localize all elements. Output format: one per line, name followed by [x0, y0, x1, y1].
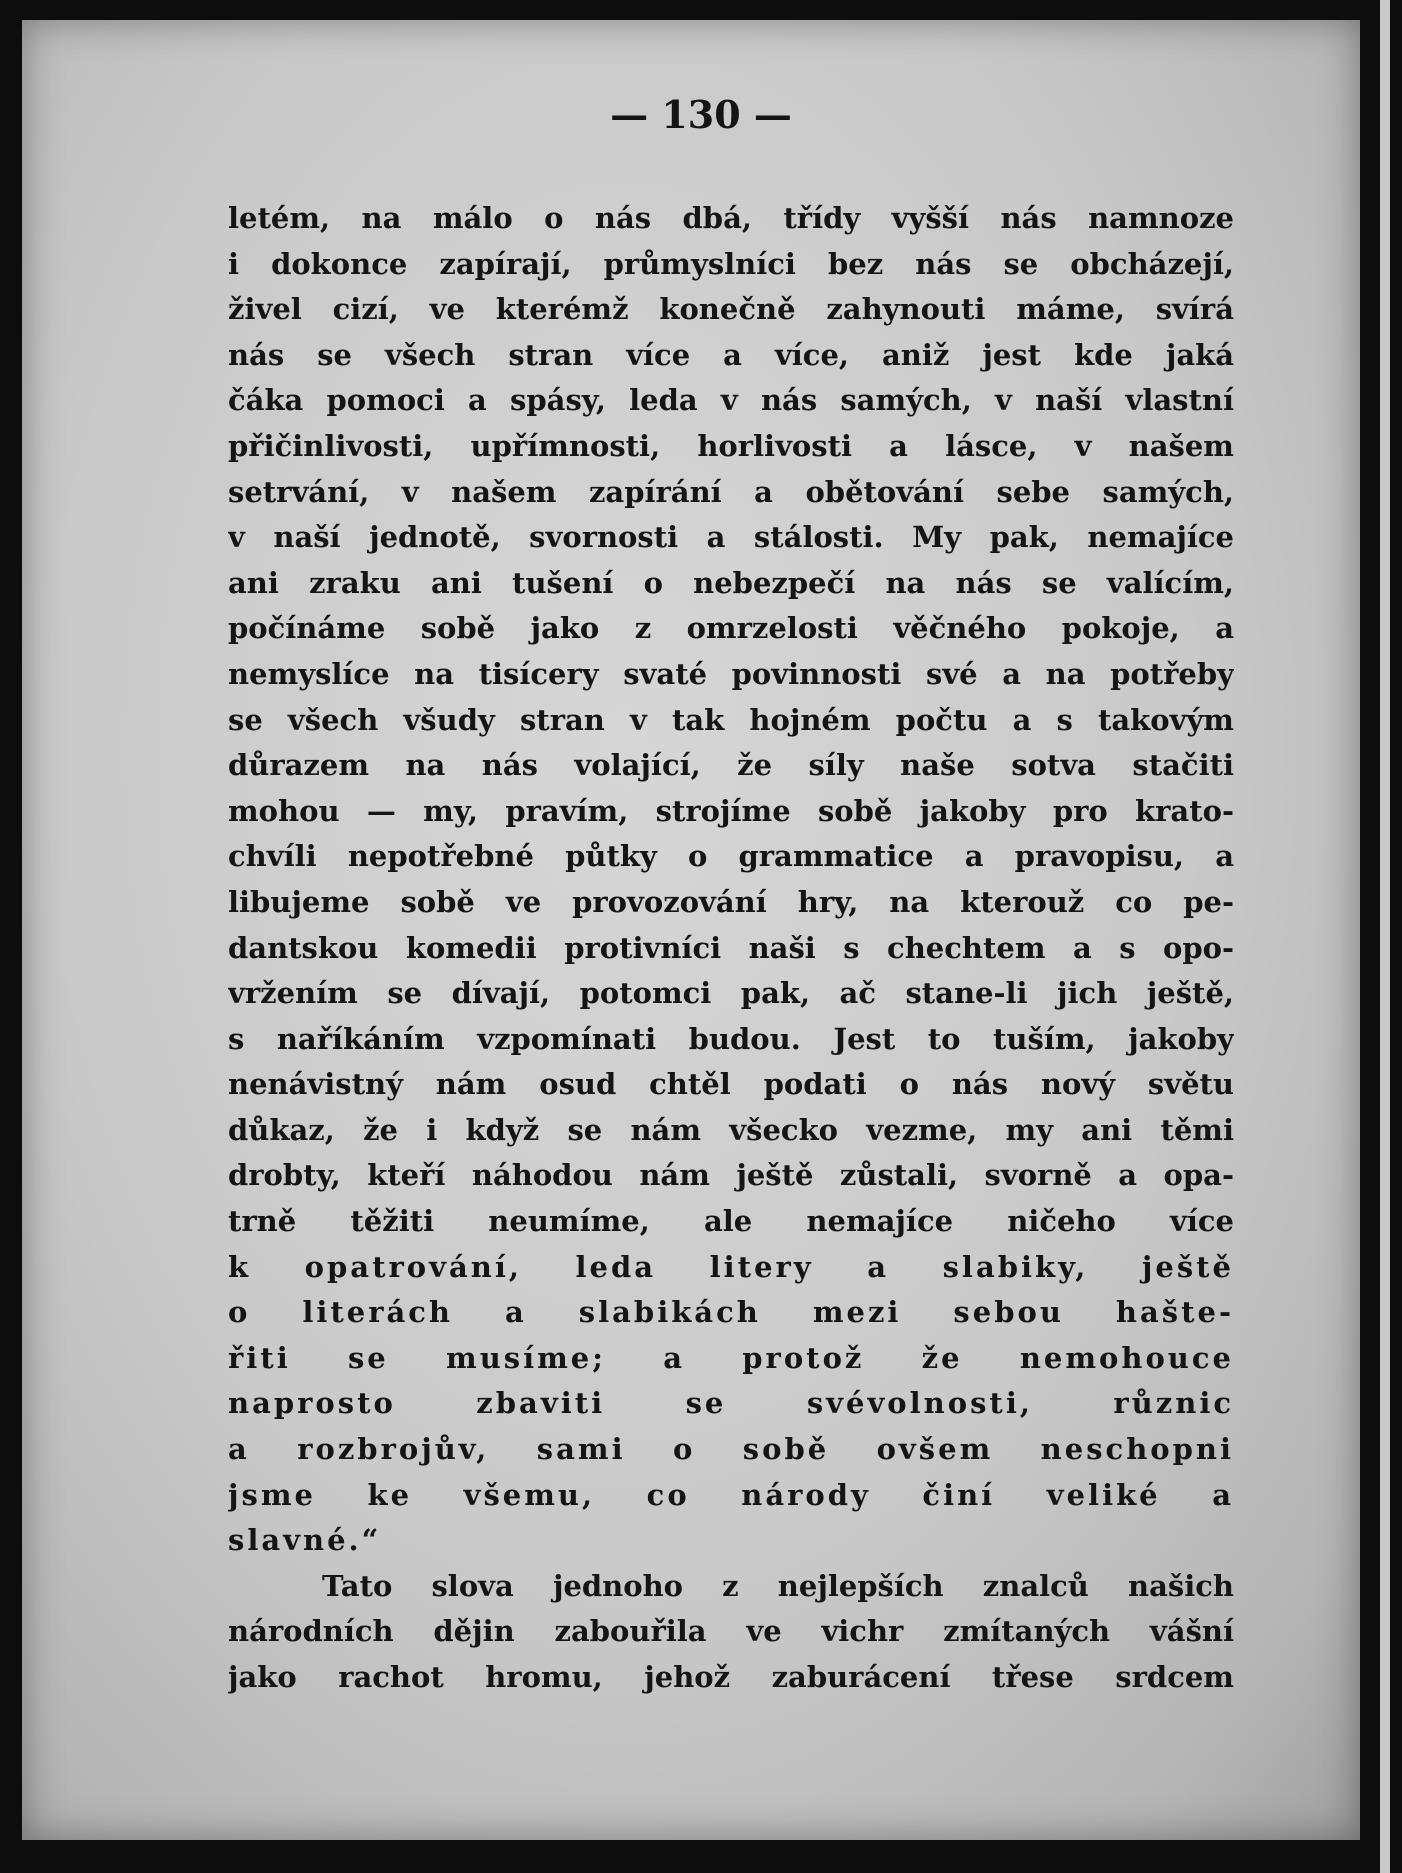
paragraph-first-line: Tato slova jednoho z nejlepších znalců našich — [322, 1568, 1234, 1603]
text-line: dantskou komedii protivníci naši s chechtem a s opo- — [228, 930, 1234, 965]
book-binding-edge — [1380, 0, 1390, 1873]
text-line: důkaz, že i když se nám všecko vezme, my ani těmi — [228, 1112, 1234, 1147]
text-line: letém, na málo o nás dbá, třídy vyšší nás namnoze — [228, 201, 1234, 235]
body-text — [228, 196, 1234, 1701]
text-line-spaced: slavné.“ — [228, 1523, 382, 1558]
text-line: se všech všudy stran v tak hojném počtu a s takovým — [228, 702, 1234, 737]
text-line: jako rachot hromu, jehož zaburácení třese srdcem — [228, 1660, 1234, 1694]
text-line: chvíli nepotřebné půtky o grammatice a pravopisu, a — [228, 839, 1234, 874]
text-line: nás se všech stran více a více, aniž jest kde jaká — [228, 337, 1234, 372]
text-line: drobty, kteří náhodou nám ještě zůstali, svorně a opa- — [228, 1158, 1234, 1193]
text-line: počínáme sobě jako z omrzelosti věčného pokoje, a — [228, 611, 1234, 646]
text-line: mohou — my, pravím, strojíme sobě jakoby pro krato- — [228, 793, 1234, 828]
text-line-spaced: naprosto zbaviti se svévolnosti, různic — [228, 1386, 1234, 1421]
text-line: v naší jednotě, svornosti a stálosti. My pak, nemajíce — [228, 520, 1234, 555]
text-line: nenávistný nám osud chtěl podati o nás nový světu — [228, 1067, 1234, 1102]
text-line: nemyslíce na tisícery svaté povinnosti své a na potřeby — [228, 656, 1234, 691]
page-number: — 130 — — [610, 92, 792, 137]
text-line-spaced: řiti se musíme; a protož že nemohouce — [228, 1340, 1234, 1375]
text-line: setrvání, v našem zapírání a obětování sebe samých, — [228, 474, 1234, 509]
text-line: trně těžiti neumíme, ale nemajíce ničeho více — [228, 1204, 1234, 1239]
text-line-spaced: k opatrování, leda litery a slabiky, ještě — [228, 1249, 1234, 1284]
text-line: přičinlivosti, upřímnosti, horlivosti a lásce, v našem — [228, 428, 1234, 463]
text-line: čáka pomoci a spásy, leda v nás samých, v naší vlastní — [228, 383, 1234, 418]
text-line: důrazem na nás volající, že síly naše sotva stačiti — [228, 748, 1234, 783]
text-line-spaced: a rozbrojův, sami o sobě ovšem neschopni — [228, 1432, 1234, 1467]
text-line: libujeme sobě ve provozování hry, na kterouž co pe- — [228, 884, 1234, 919]
text-line: s naříkáním vzpomínati budou. Jest to tuším, jakoby — [228, 1021, 1234, 1056]
text-line: národních dějin zabouřila ve vichr zmítaných vášní — [228, 1614, 1234, 1649]
text-line-spaced: jsme ke všemu, co národy činí veliké a — [228, 1477, 1234, 1512]
text-line-spaced: o literách a slabikách mezi sebou hašte- — [228, 1295, 1234, 1330]
text-line: živel cizí, ve kterémž konečně zahynouti máme, svírá — [228, 292, 1234, 327]
text-line: i dokonce zapírají, průmyslníci bez nás se obcházejí, — [228, 246, 1234, 281]
text-line: ani zraku ani tušení o nebezpečí na nás se valícím, — [228, 565, 1234, 600]
text-line: vržením se dívají, potomci pak, ač stane-li jich ještě, — [228, 976, 1234, 1011]
